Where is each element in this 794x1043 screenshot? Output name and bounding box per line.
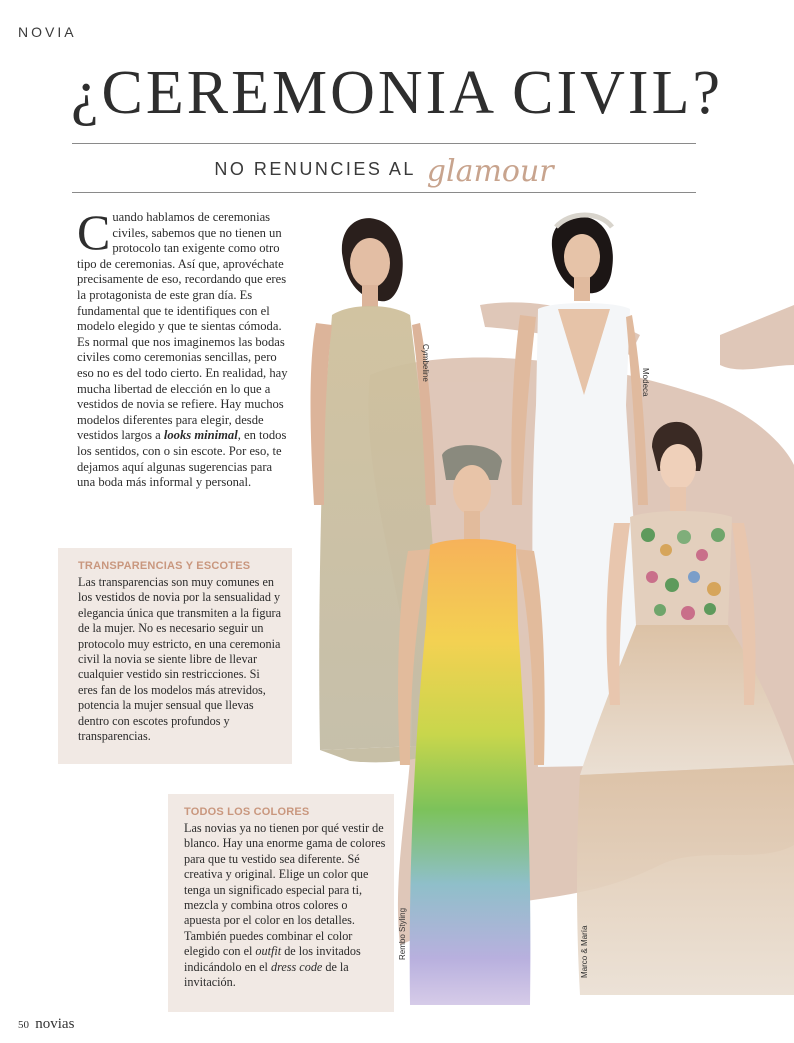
intro-text bbox=[77, 204, 289, 491]
box-heading-colores: TODOS LOS COLORES bbox=[184, 806, 310, 818]
magazine-brand: novias bbox=[35, 1016, 75, 1032]
page-title: ¿CEREMONIA CIVIL? bbox=[71, 59, 723, 127]
credit-rembo-styling: Rembo Styling bbox=[398, 907, 407, 960]
intro-paragraph-2a: Es normal que nos imaginemos las bodas civiles como ceremonias sencillas, pero eso no es del todo cierto. En realidad, hay mucha libertad de elección en lo que a vestidos de novia se refiere. Hay muchos modelos diferentes para elegir, desde vestidos largos a bbox=[77, 334, 288, 443]
box-heading-transparencias: TRANSPARENCIAS Y ESCOTES bbox=[78, 560, 251, 572]
credit-cymbeline: Cymbeline bbox=[421, 344, 430, 382]
page-footer bbox=[18, 1016, 74, 1033]
subtitle-script: glamour bbox=[426, 154, 554, 189]
box-text-colores-a: Las novias ya no tienen por qué vestir de blanco. Hay una enorme gama de colores para que tu vestido sea diferente. Sé creativa y original. Elige un color que tenga un significado especial para ti, mezcla y combina otros colores o apuesta por el color en los detalles. También puedes combinar el color elegido con el bbox=[184, 821, 386, 959]
title-divider-top bbox=[72, 143, 696, 144]
intro-paragraph-1: uando hablamos de ceremonias civiles, sabemos que no tienen un protocolo tan exigente como otro tipo de ceremonias. Así que, aprovéchate precisamente de eso, recordando que eres la protagonista de este gran día. Es fundamental que te identifiques con el modelo elegido y que te sientas cómoda. bbox=[77, 210, 287, 334]
title-divider-bottom bbox=[72, 192, 696, 193]
sidebar-box-colores bbox=[168, 794, 394, 1012]
box-text-colores-c: de los invitados indicándolo en el bbox=[184, 944, 361, 974]
credit-modeca: Modeca bbox=[641, 368, 650, 397]
box-text-transparencias: Las transparencias son muy comunes en los vestidos de novia por la sensualidad y elegancia única que transmiten a la figura de la mujer. No es necesario seguir un protocolo muy estricto, en una ceremonia civil la novia se siente libre de llevar cualquier vestido sin restricciones. Si eres fan de los modelos más atrevidos, potencia la mujer sensual que llevas dentro con escotes profundos y transparencias. bbox=[78, 575, 282, 744]
intro-paragraph-2c: , en todos los sentidos, con o sin escote. Por eso, te dejamos aquí algunas sugerencias para una boda más informal y personal. bbox=[77, 428, 287, 490]
subtitle bbox=[72, 148, 696, 189]
box-text-colores-e: de la invitación. bbox=[184, 959, 349, 990]
credit-marco-maria: Marco & María bbox=[580, 925, 589, 978]
drop-cap: C bbox=[77, 204, 111, 260]
subtitle-main: NO RENUNCIES AL bbox=[214, 159, 416, 179]
sidebar-box-transparencias bbox=[58, 548, 292, 764]
box-emphasis-outfit: outfit bbox=[255, 944, 282, 959]
section-label: NOVIA bbox=[18, 24, 77, 40]
page-number: 50 bbox=[18, 1019, 29, 1031]
box-emphasis-dress-code: dress code bbox=[270, 959, 323, 974]
intro-emphasis: looks minimal bbox=[163, 428, 238, 443]
box-text-colores bbox=[184, 821, 386, 990]
